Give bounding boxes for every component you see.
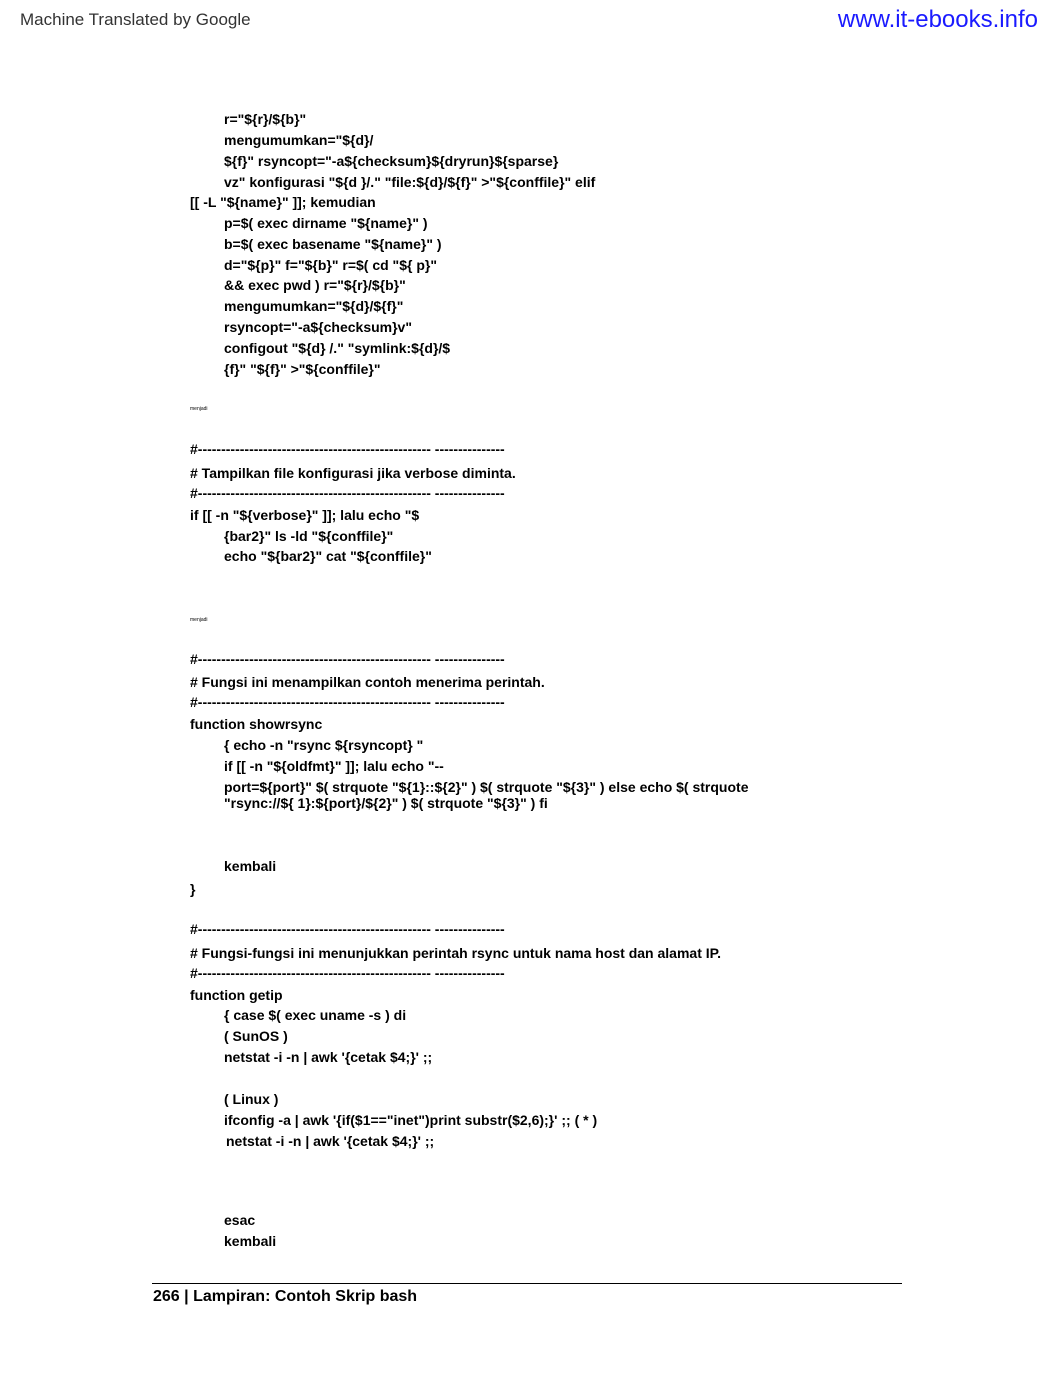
code-line: #-------------------------------------------------- ---------------	[190, 921, 505, 937]
code-line: kembali	[224, 1233, 277, 1249]
code-line: menjadi	[190, 406, 208, 412]
code-line: {bar2}" ls -ld "${conffile}"	[224, 528, 394, 544]
code-line: if [[ -n "${oldfmt}" ]]; lalu echo "--	[224, 758, 444, 774]
code-line: ifconfig -a | awk '{if($1=="inet")print substr($2,6);}' ;; ( * )	[224, 1112, 598, 1128]
code-line: esac	[224, 1212, 256, 1228]
code-line: rsyncopt="-a${checksum}v"	[224, 319, 412, 335]
code-line: {f}" "${f}" >"${conffile}"	[224, 361, 381, 377]
code-line: kembali	[224, 858, 277, 874]
code-line: menjadi	[190, 617, 208, 623]
code-line: ( Linux )	[224, 1091, 279, 1107]
code-line: #-------------------------------------------------- ---------------	[190, 965, 505, 981]
code-line: ${f}" rsyncopt="-a${checksum}${dryrun}${sparse}	[224, 153, 559, 169]
it-ebooks-link[interactable]: www.it-ebooks.info	[837, 6, 1038, 33]
code-line: function showrsync	[190, 716, 323, 732]
code-line: mengumumkan="${d}/	[224, 132, 374, 148]
code-line: if [[ -n "${verbose}" ]]; lalu echo "$	[190, 507, 420, 523]
code-line: vz" konfigurasi "${d }/." "file:${d}/${f}" >"${conffile}" elif	[224, 174, 596, 190]
code-line: r="${r}/${b}"	[224, 111, 307, 127]
code-line: b=$( exec basename "${name}" )	[224, 236, 442, 252]
code-line: { echo -n "rsync ${rsyncopt} "	[224, 737, 424, 753]
code-line: d="${p}" f="${b}" r=$( cd "${ p}"	[224, 257, 437, 273]
code-line: #-------------------------------------------------- ---------------	[190, 651, 505, 667]
code-line: # Fungsi ini menampilkan contoh menerima perintah.	[190, 674, 545, 690]
code-line: }	[190, 881, 196, 897]
code-line: echo "${bar2}" cat "${conffile}"	[224, 548, 432, 564]
code-line: function getip	[190, 987, 283, 1003]
code-line: netstat -i -n | awk '{cetak $4;}' ;;	[224, 1049, 433, 1065]
page-footer: 266 | Lampiran: Contoh Skrip bash	[153, 1288, 418, 1305]
code-line: netstat -i -n | awk '{cetak $4;}' ;;	[226, 1133, 435, 1149]
code-line: port=${port}" $( strquote "${1}::${2}" ) $( strquote "${3}" ) else echo $( strquote	[224, 779, 749, 795]
code-line: #-------------------------------------------------- ---------------	[190, 694, 505, 710]
code-line: p=$( exec dirname "${name}" )	[224, 215, 428, 231]
code-line: [[ -L "${name}" ]]; kemudian	[190, 194, 376, 210]
code-line: { case $( exec uname -s ) di	[224, 1007, 407, 1023]
code-line: #-------------------------------------------------- ---------------	[190, 441, 505, 457]
code-line: configout "${d} /." "symlink:${d}/$	[224, 340, 451, 356]
footer-divider	[152, 1283, 902, 1284]
code-line: ( SunOS )	[224, 1028, 288, 1044]
code-line: # Tampilkan file konfigurasi jika verbose diminta.	[190, 465, 516, 481]
code-line: "rsync://${ 1}:${port}/${2}" ) $( strquote "${3}" ) fi	[224, 795, 548, 811]
code-line: #-------------------------------------------------- ---------------	[190, 485, 505, 501]
code-line: && exec pwd ) r="${r}/${b}"	[224, 277, 406, 293]
code-line: # Fungsi-fungsi ini menunjukkan perintah rsync untuk nama host dan alamat IP.	[190, 945, 722, 961]
code-line: mengumumkan="${d}/${f}"	[224, 298, 404, 314]
machine-translated-label: Machine Translated by Google	[20, 10, 251, 29]
